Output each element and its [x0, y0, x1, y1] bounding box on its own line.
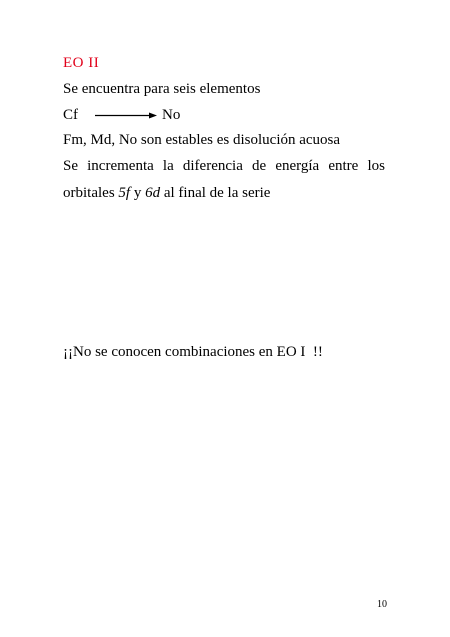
word: diferencia — [182, 158, 243, 174]
word: de — [252, 158, 267, 174]
line-energy-justified — [63, 157, 385, 175]
orbital-6d: 6d — [145, 185, 161, 201]
reactant-label: Cf — [63, 107, 78, 123]
line-elements: Se encuentra para seis elementos — [63, 81, 261, 97]
product-label: No — [162, 107, 181, 123]
section-heading: EO II — [63, 55, 100, 71]
line-orbitals — [63, 184, 270, 202]
line-reaction — [63, 106, 180, 124]
text-segment: y — [130, 185, 146, 201]
right-arrow-icon — [95, 106, 157, 124]
line-note: ¡¡No se conocen combinaciones en EO I !! — [63, 344, 323, 360]
word: energía — [275, 158, 320, 174]
line-stability: Fm, Md, No son estables es disolución acuosa — [63, 132, 341, 148]
word: incrementa — [87, 158, 154, 174]
word: la — [162, 158, 174, 174]
text-segment: al final de la serie — [160, 185, 271, 201]
orbital-5f: 5f — [118, 185, 131, 201]
word: entre — [328, 158, 359, 174]
word: los — [367, 158, 385, 174]
word: Se — [63, 158, 78, 174]
page-number: 10 — [377, 599, 387, 610]
text-segment: orbitales — [63, 185, 119, 201]
